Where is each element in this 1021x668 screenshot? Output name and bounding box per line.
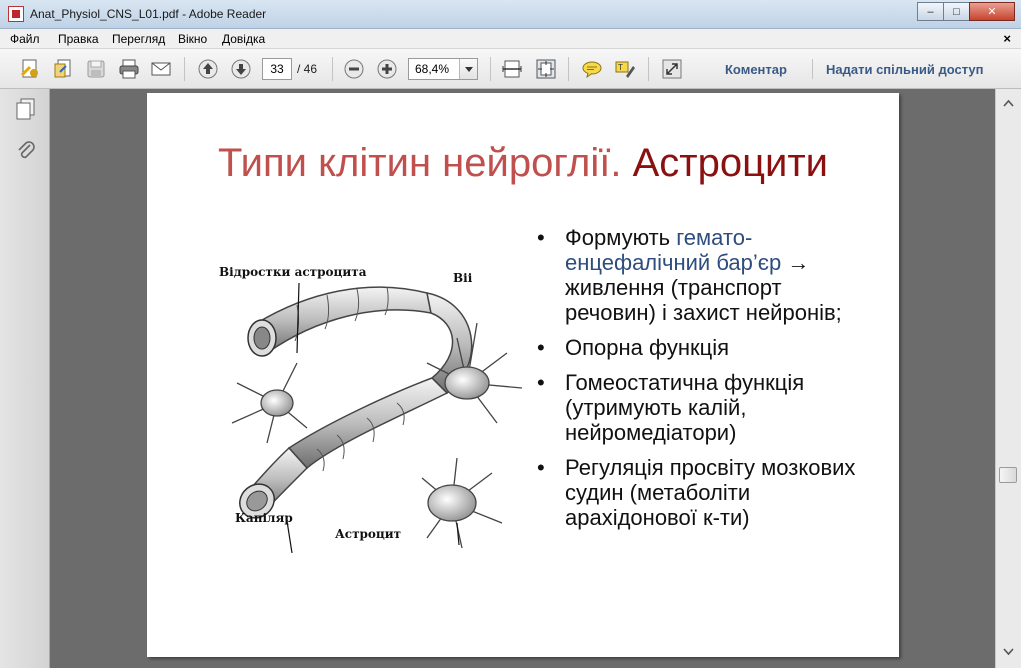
zoom-in-icon[interactable] (375, 57, 399, 81)
menu-file[interactable]: Файл (10, 32, 40, 46)
page-total: / 46 (297, 62, 318, 76)
slide-title-part1: Типи клітин нейроглії. (217, 141, 622, 185)
toolbar-separator (648, 57, 649, 81)
toolbar (0, 49, 1021, 89)
share-button[interactable]: Надати спільний доступ (826, 62, 984, 77)
menu-window[interactable]: Вікно (178, 32, 208, 46)
highlight-text-icon[interactable] (613, 57, 637, 81)
expand-icon[interactable] (660, 57, 684, 81)
attachments-panel-icon[interactable] (14, 139, 38, 163)
edit-pdf-icon[interactable] (51, 57, 75, 81)
zoom-select[interactable] (408, 58, 478, 80)
label-capillary: Капіляр (235, 511, 293, 525)
pdf-file-icon (8, 6, 24, 22)
window-controls (917, 2, 1015, 22)
bullet-text: → живлення (транспорт речовин) і захист нейронів; (565, 250, 842, 325)
label-astrocyte-processes: Відростки астроцита (219, 265, 367, 279)
zoom-value: 68,4% (415, 62, 450, 76)
email-icon[interactable] (149, 57, 173, 81)
label-astrocyte: Астроцит (335, 527, 402, 541)
comment-note-icon[interactable] (580, 57, 604, 81)
bullet-text: Гомеостатична функція (утримують калій, нейромедіатори) (565, 370, 805, 445)
close-window-button[interactable]: ✕ (969, 2, 1015, 21)
zoom-out-icon[interactable] (342, 57, 366, 81)
astrocyte-illustration (217, 253, 557, 553)
bullet-item (535, 370, 875, 445)
bullet-item (535, 455, 875, 530)
maximize-button[interactable]: □ (943, 2, 970, 21)
navigation-pane (0, 89, 50, 668)
close-document-button[interactable]: × (1003, 31, 1011, 46)
toolbar-separator (812, 59, 813, 79)
slide-title (147, 141, 899, 186)
bullet-text: Опорна функція (565, 335, 730, 360)
create-pdf-icon[interactable] (18, 57, 42, 81)
minimize-button[interactable]: – (917, 2, 944, 21)
bullet-item (535, 225, 875, 325)
window-titlebar[interactable] (0, 0, 1021, 29)
menu-view[interactable]: Перегляд (112, 32, 166, 46)
page-number-input[interactable]: 33 (262, 58, 292, 80)
fit-width-icon[interactable] (534, 57, 558, 81)
menu-bar (0, 29, 1021, 49)
window-title: Anat_Physiol_CNS_L01.pdf - Adobe Reader (30, 7, 267, 21)
next-page-icon[interactable] (229, 57, 253, 81)
pdf-page (147, 93, 899, 657)
slide-title-part2: Астроцити (632, 141, 829, 185)
previous-page-icon[interactable] (196, 57, 220, 81)
scroll-down-icon[interactable] (1000, 643, 1017, 660)
chevron-down-icon[interactable] (459, 59, 477, 79)
bullet-text: Формують (565, 225, 677, 250)
svg-text:T: T (618, 63, 623, 72)
menu-edit[interactable]: Правка (58, 32, 99, 46)
bullet-text: Регуляція просвіту мозкових судин (метаболіти арахідонової к-ти) (565, 455, 856, 530)
comment-button[interactable]: Коментар (725, 62, 787, 77)
menu-help[interactable]: Довідка (222, 32, 266, 46)
toolbar-separator (568, 57, 569, 81)
vertical-scrollbar[interactable] (995, 89, 1021, 668)
toolbar-separator (490, 57, 491, 81)
save-icon[interactable] (84, 57, 108, 81)
toolbar-separator (332, 57, 333, 81)
bullet-highlight: гемато-енцефалічний бар’єр (565, 225, 782, 275)
print-icon[interactable] (117, 57, 141, 81)
fit-page-icon[interactable] (500, 57, 524, 81)
bullet-list (535, 225, 875, 540)
pages-panel-icon[interactable] (14, 97, 38, 121)
label-bii: Віі (453, 271, 473, 285)
scroll-up-icon[interactable] (1000, 95, 1017, 112)
bullet-item (535, 335, 875, 360)
toolbar-separator (184, 57, 185, 81)
scrollbar-thumb[interactable] (999, 467, 1017, 483)
